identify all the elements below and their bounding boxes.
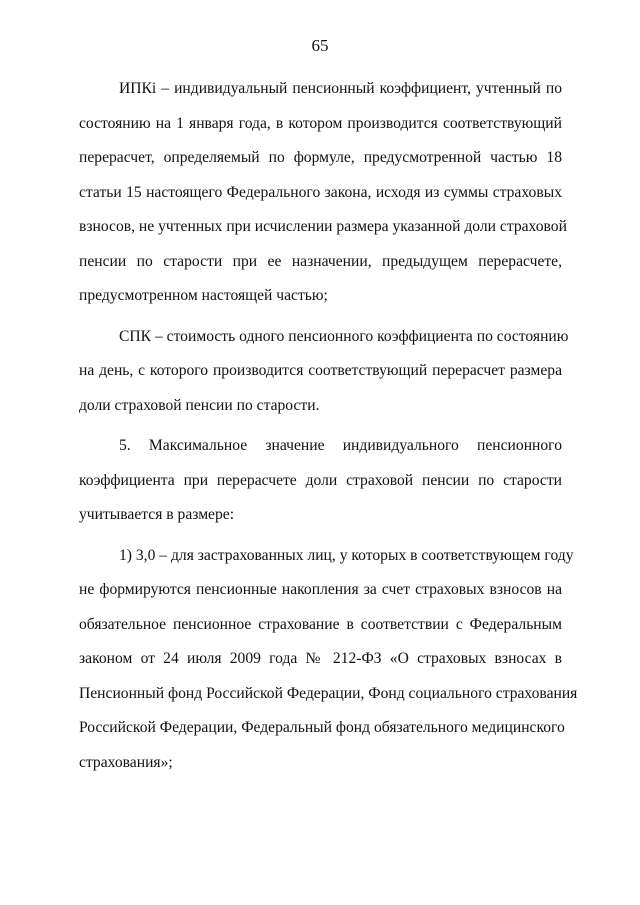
document-body	[79, 72, 578, 786]
paragraph-spk-definition	[79, 320, 569, 424]
text-line: перерасчет, определяемый по формуле, предусмотренной частью 18	[79, 149, 562, 166]
text-line: страхования»;	[79, 753, 173, 771]
text-line: доли страховой пенсии по старости.	[79, 396, 320, 414]
text-line: 5. Максимальное значение индивидуального пенсионного	[119, 437, 562, 454]
text-line: взносов, не учтенных при исчислении размера указанной доли страховой	[79, 218, 567, 235]
text-line: состоянию на 1 января года, в котором производится соответствующий	[79, 114, 562, 132]
text-line: на день, с которого производится соответствующий перерасчет размера	[79, 362, 562, 379]
paragraph-subitem-1	[79, 539, 578, 781]
text-line: ИПКi – индивидуальный пенсионный коэффициент, учтенный по	[119, 80, 562, 97]
paragraph-item-5	[79, 429, 562, 533]
text-line: учитывается в размере:	[79, 506, 235, 523]
text-line: законом от 24 июля 2009 года № 212-ФЗ «О страховых взносах в	[79, 650, 562, 667]
text-line: не формируются пенсионные накопления за счет страховых взносов на	[79, 581, 562, 598]
page-number: 65	[311, 36, 329, 55]
text-line: СПК – стоимость одного пенсионного коэффициента по состоянию	[119, 327, 569, 345]
text-line: 1) 3,0 – для застрахованных лиц, у которых в соответствующем году	[119, 546, 574, 564]
paragraph-ipk-definition	[79, 72, 567, 314]
text-line: обязательное пенсионное страхование в соответствии с Федеральным	[79, 615, 562, 633]
text-line: коэффициента при перерасчете доли страховой пенсии по старости	[79, 471, 562, 489]
text-line: пенсии по старости при ее назначении, предыдущем перерасчете,	[79, 252, 562, 270]
text-line: Российской Федерации, Федеральный фонд обязательного медицинского	[79, 719, 565, 736]
text-line: статьи 15 настоящего Федерального закона, исходя из суммы страховых	[79, 183, 562, 201]
text-line: предусмотренном настоящей частью;	[79, 287, 328, 304]
text-line: Пенсионный фонд Российской Федерации, Фонд социального страхования	[79, 684, 578, 702]
